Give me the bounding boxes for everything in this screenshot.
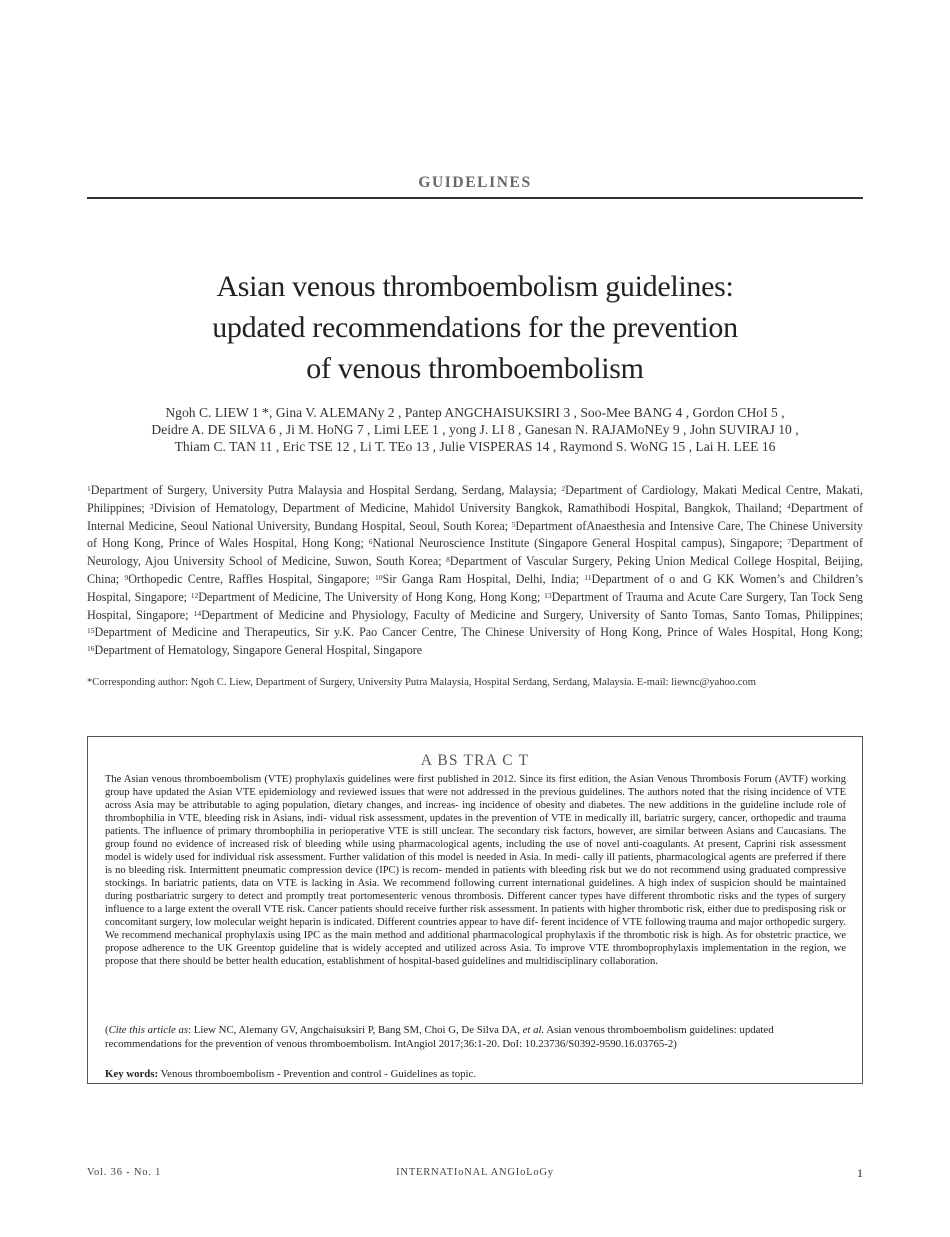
cite-rest: Asian venous thromboembolism guidelines: updated recommendations for the prevention of venous thromboembolism. IntAngiol 2017;36:1-20. DoI: 10.23736/S0392-9590.16.03765-2) <box>105 1024 774 1050</box>
footer-volume: Vol. 36 - No. 1 <box>87 1167 162 1178</box>
title-line: Asian venous thromboembolism guidelines: <box>216 270 734 303</box>
affiliation-number: 15 <box>87 626 95 636</box>
affiliation-number: 2 <box>561 484 566 493</box>
affiliation-text: Department of Medicine and Physiology, Faculty of Medicine and Surgery, University of Santo Tomas, Santo Tomas, Philippines; <box>201 607 863 622</box>
affiliation-number: 16 <box>87 644 95 654</box>
affiliation-text: Sir Ganga Ram Hospital, Delhi, India; <box>382 571 585 586</box>
affiliation-number: 11 <box>584 572 592 582</box>
article-title <box>87 266 863 389</box>
section-label: GUIDELINES <box>418 174 532 191</box>
affiliation-text: Department of Vascular Surgery, Peking Union Medical College Hospital, Beijing, China; <box>87 554 863 586</box>
abstract-body: The Asian venous thromboembolism (VTE) prophylaxis guidelines were first published in 2012. Since its first edition, the Asian Venous Thrombosis Forum (AVTF) working group have updated the Asian VTE epidemiology and reviewed issues that were not addressed in the previous guidelines. The authors noted that the rising incidence of VTE across Asia may be attributable to aging population, dietary changes, and increas- ing incidence of obesity and diabetes. The new additions in the guideline include role of thrombophilia in VTE, bleeding risk in Asians, indi- vidual risk assessment, updates in the prevention of VTE in medically ill, bariatric surgery, cancer, orthopedic and trauma patients. The influence of primary thrombophilia in perioperative VTE is still unclear. The secondary risk factors, however, are similar between Asians and Caucasians. The group found no evidence of increased risk of bleeding while using pharmacological agents, including the use of novel anti-coagulants. At present, Caprini risk assessment model is widely used for individual risk assessment. Further validation of this model is needed in Asia. In medi- cally ill patients, pharmacological agents are preferred if there is no bleeding risk. Intermittent pneumatic compression device (IPC) is recom- mended in patients with bleeding risk but we do not recommend using graduated compressive stockings. In bariatric patients, data on VTE is lacking in Asia. We recommend following current international guidelines. A high index of suspicion should be maintained during postbariatric surgery to detect and promptly treat portomesenteric venous thrombosis. Different cancer types have different thrombotic risks and the types of surgery influence to a large extent the overall VTE risk. Cancer patients should receive further risk assessment. In patients with higher thrombotic risk, either due to predisposing risk or concomitant surgery, low molecular weight heparin is indicated. Different countries appear to have dif- ferent incidence of VTE following trauma and major orthopedic surgery. We recommend mechanical prophylaxis using IPC as the main method and additional pharmacological prophylaxis if the thrombotic risk is high. As for obstetric practice, we propose adherence to the UK Greentop guideline that is widely accepted and utilized across Asia. To improve VTE thromboprophylaxis implementation in the region, we propose that there should be better health education, establishment of hospital-based guidelines and multidisciplinary collaboration. <box>105 774 846 967</box>
affiliation-text: Department of o and G KK Women’s and Children’s Hospital, Singapore; <box>87 571 863 604</box>
abstract-heading: A BS TRA C T <box>420 752 530 769</box>
abstract-box <box>87 736 863 1084</box>
affiliation-text: Department of Medicine and Therapeutics, Sir y.K. Pao Cancer Centre, The Chinese University of Hong Kong, Prince of Wales Hospital, Hong Kong; <box>94 625 863 640</box>
affiliation-number: 4 <box>787 501 791 511</box>
affiliation-number: 12 <box>190 590 199 600</box>
author-line: Ngoh C. LIEW 1 *, Gina V. ALEMANy 2 , Pantep ANGCHAISUKSIRI 3 , Soo-Mee BANG 4 , Gordon CHoI 5 , <box>165 405 785 420</box>
keywords-text: Venous thromboembolism - Prevention and control - Guidelines as topic. <box>158 1068 477 1080</box>
affiliation-number: 8 <box>446 555 450 565</box>
affiliation-text: National Neuroscience Institute (Singapore General Hospital campus), Singapore; <box>372 536 788 551</box>
header-rule <box>87 197 863 199</box>
affiliation-text: Department of Internal Medicine, Seoul National University, Bundang Hospital, Seoul, South Korea; <box>87 500 864 533</box>
keywords-label: Key words: <box>105 1068 159 1080</box>
affiliation-text: Division of Hematology, Department of Medicine, Mahidol University Bangkok, Ramathibodi Hospital, Bangkok, Thailand; <box>153 500 788 515</box>
author-list <box>87 404 863 455</box>
affiliations <box>87 481 863 659</box>
corresponding-author: *Corresponding author: Ngoh C. Liew, Department of Surgery, University Putra Malaysia, Hospital Serdang, Serdang, Malaysia. E-mail: liewnc@yahoo.com <box>87 677 756 688</box>
keywords <box>105 1067 846 1081</box>
author-line: Thiam C. TAN 11 , Eric TSE 12 , Li T. TEo 13 , Julie VISPERAS 14 , Raymond S. WoNG 15 , Lai H. LEE 16 <box>174 439 776 454</box>
page-number: 1 <box>857 1166 863 1180</box>
affiliation-number: 6 <box>368 537 373 547</box>
cite-etal: et al. <box>522 1024 545 1036</box>
affiliation-number: 10 <box>374 572 383 582</box>
affiliation-text: Department of Medicine, The University of Hong Kong, Hong Kong; <box>198 589 545 604</box>
footer-journal: INTERNATIoNAL ANGIoLoGy <box>396 1167 554 1178</box>
affiliation-number: 3 <box>149 501 154 511</box>
title-line: of venous thromboembolism <box>306 352 644 385</box>
affiliation-number: 9 <box>124 572 129 582</box>
title-line: updated recommendations for the prevention <box>212 311 738 344</box>
affiliation-text: Department of Neurology, Ajou University School of Medicine, Suwon, South Korea; <box>87 536 863 569</box>
affiliation-number: 13 <box>544 590 552 600</box>
affiliation-text: Department of Surgery, University Putra Malaysia and Hospital Serdang, Serdang, Malaysia; <box>90 483 562 497</box>
affiliation-text: Department ofAnaesthesia and Intensive Care, The Chinese University of Hong Kong, Prince of Wales Hospital, Hong Kong; <box>87 518 863 551</box>
affiliation-number: 14 <box>193 608 202 618</box>
affiliation-text: Orthopedic Centre, Raffles Hospital, Singapore; <box>128 571 375 586</box>
affiliation-text: Department of Trauma and Acute Care Surgery, Tan Tock Seng Hospital, Singapore; <box>87 589 863 622</box>
affiliation-text: Department of Cardiology, Makati Medical Centre, Makati, Philippines; <box>87 483 864 515</box>
affiliation-text: Department of Hematology, Singapore General Hospital, Singapore <box>94 643 423 658</box>
author-line: Deidre A. DE SILVA 6 , Ji M. HoNG 7 , Limi LEE 1 , yong J. LI 8 , Ganesan N. RAJAMoNEy 9 , John SUVIRAJ 10 , <box>151 422 799 437</box>
cite-text: : Liew NC, Alemany GV, Angchaisuksiri P, Bang SM, Choi G, De Silva DA, <box>188 1024 523 1036</box>
affiliation-number: 5 <box>511 519 516 529</box>
cite-label: Cite this article as <box>108 1024 189 1036</box>
affiliation-number: 1 <box>87 484 91 493</box>
affiliation-number: 7 <box>787 537 791 547</box>
cite-open: ( <box>105 1024 109 1036</box>
citation <box>105 1023 846 1051</box>
